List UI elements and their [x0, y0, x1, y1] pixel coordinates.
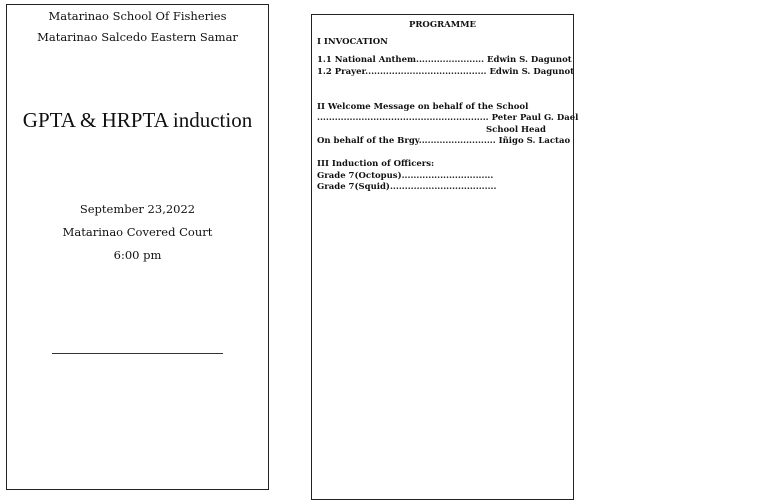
event-time: 6:00 pm [113, 248, 162, 262]
event-title: GPTA & HRPTA induction [22, 108, 253, 132]
signature-line [52, 353, 223, 354]
event-venue: Matarinao Covered Court [62, 225, 213, 239]
brgy-item: On behalf of the Brgy.......................... Iñigo S. Lactao [317, 136, 571, 146]
event-date: September 23,2022 [79, 202, 196, 216]
induction-heading: III Induction of Officers: [317, 159, 435, 169]
school-address: Matarinao Salcedo Eastern Samar [37, 30, 238, 44]
cover-page [6, 4, 269, 490]
invocation-heading: I INVOCATION [317, 37, 388, 47]
anthem-item: 1.1 National Anthem....................... Edwin S. Dagunot [317, 55, 572, 65]
grade7-squid-item: Grade 7(Squid).................................... [317, 182, 497, 192]
programme-title: PROGRAMME [408, 20, 477, 30]
school-speaker-role: School Head [486, 125, 546, 135]
prayer-item: 1.2 Prayer......................................... Edwin S. Dagunot [317, 67, 575, 77]
school-name: Matarinao School Of Fisheries [48, 9, 227, 23]
grade7-octopus-item: Grade 7(Octopus)............................... [317, 171, 494, 181]
school-speaker-item: .......................................................... Peter Paul G. Dael [317, 113, 579, 123]
welcome-heading: II Welcome Message on behalf of the School [317, 102, 529, 112]
programme-page [311, 14, 579, 500]
